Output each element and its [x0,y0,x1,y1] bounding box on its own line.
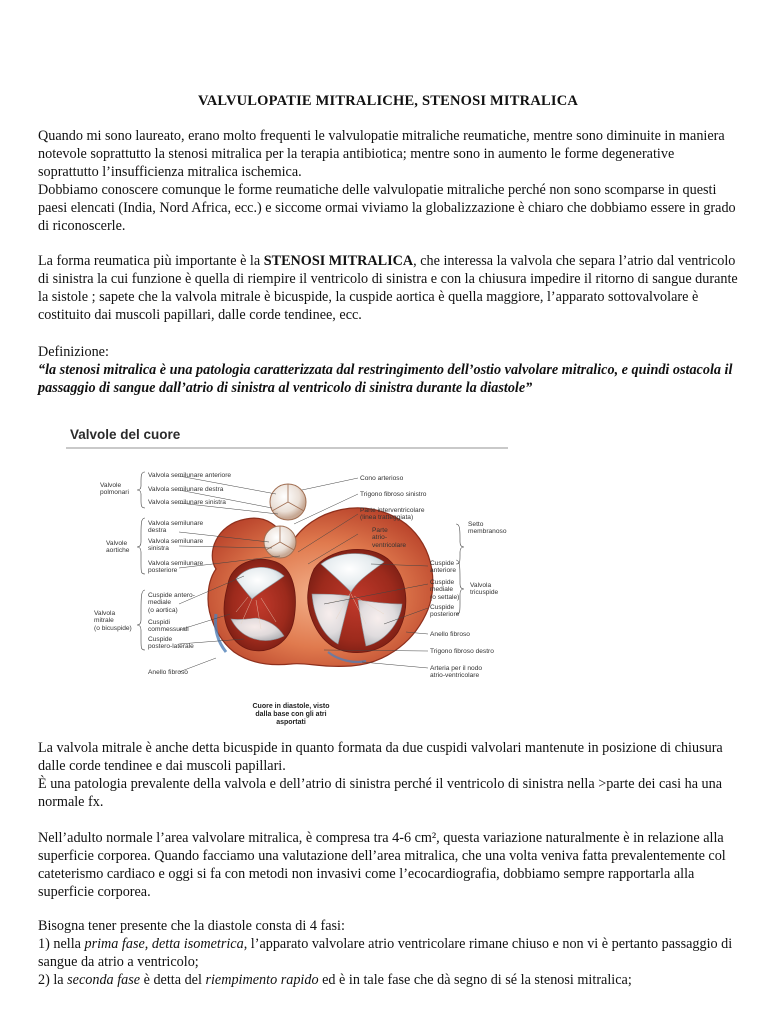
stenosi-term: STENOSI MITRALICA [263,253,414,269]
label-semilunare-destra: Valvola semilunare destra [148,486,224,493]
fase-2-text-a: è detta del [140,972,206,988]
area-paragraph: Nell’adulto normale l’area valvolare mitralica, è compresa tra 4-6 cm², questa variazione naturalmente è in relazione alla superficie corporea. Quando facciamo una valutazione dell’area mitralica, che una volta veniva fatta prevalentemente col cateterismo cardiaco e oggi si fa con metodi non invasivi come l’ecocardiografia, dobbiamo sempre rapportarla alla superficie corporea. [38,830,726,900]
stenosi-section [38,252,738,324]
label-trigono-destro: Trigono fibroso destro [430,648,494,655]
fase-1 [38,935,738,971]
definizione-label: Definizione: [38,344,109,360]
fase-2-prefix: 2) la [38,972,68,988]
fase-2-term: riempimento rapido [205,972,319,988]
label-cuspidi-commessurali: Cuspidi commessurali [148,619,189,634]
fase-2 [38,971,738,989]
label-cuspide-posterolaterale: Cuspide postero-laterale [148,636,194,651]
fasi-section [38,917,738,989]
label-valvola-tricuspide: Valvola tricuspide [470,582,499,597]
heart-valves-figure [66,414,508,726]
label-valvole-aortiche: Valvole aortiche [106,540,130,555]
figure-title: Valvole del cuore [70,427,181,442]
definizione-text: “la stenosi mitralica è una patologia caratterizzata dal restringimento dell’ostio valvolare mitralico, e quindi ostacola il passaggio di sangue dall’atrio di sinistra al ventricolo di sinistra durante la diastole” [38,362,733,396]
bicuspide-paragraph-2: È una patologia prevalente della valvola e dell’atrio di sinistra perché il ventricolo di sinistra nella >parte dei casi ha una normale fx. [38,776,723,810]
label-semilunare-anteriore: Valvola semilunare anteriore [148,472,232,479]
label-aortica-posteriore: Valvola semilunare posteriore [148,560,204,575]
intro-paragraph-1: Quando mi sono laureato, erano molto frequenti le valvulopatie mitraliche reumatiche, mentre sono diminuite in maniera notevole soprattutto la stenosi mitralica per la terapia antibiotica; mentre sono in aumento le forme degenerative soprattutto l’insufficienza mitralica ischemica. [38,128,725,180]
bicuspide-section [38,739,738,811]
label-valvole-polmonari: Valvole polmonari [100,482,129,497]
label-cuspide-anteromediale: Cuspide antero- mediale (o aortica) [148,592,195,614]
label-cuspide-posteriore: Cuspide posteriore [430,604,460,619]
label-setto-membranoso: Setto membranoso [468,521,507,536]
label-trigono-sinistro: Trigono fibroso sinistro [360,491,427,498]
label-parte-atrioventricolare: Parte atrio- ventricolare [372,527,407,549]
label-parte-interventricolare: Parte interventricolare (linea tratteggiata) [360,507,425,522]
fase-2-name: seconda fase [67,972,141,988]
label-cono-arterioso: Cono arterioso [360,475,404,482]
label-aortica-destra: Valvola semilunare destra [148,520,204,535]
label-aortica-sinistra: Valvola semilunare sinistra [148,538,204,553]
label-cuspide-mediale: Cuspide mediale (o settale) [430,579,460,601]
fase-2-text-b: ed è in tale fase che dà segno di sé la stenosi mitralica; [318,972,632,988]
stenosi-paragraph [38,252,738,324]
label-semilunare-sinistra: Valvola semilunare sinistra [148,499,226,506]
label-cuspide-anteriore: Cuspide anteriore [430,560,457,575]
label-valvola-mitrale: Valvola mitrale (o bicuspide) [94,610,132,632]
bicuspide-paragraph-1: La valvola mitrale è anche detta bicuspide in quanto formata da due cuspidi valvolari mantenute in posizione di chiusura dalle corde tendinee e dai muscoli papillari. [38,740,723,774]
fasi-intro: Bisogna tener presente che la diastole consta di 4 fasi: [38,918,345,934]
document-title: VALVULOPATIE MITRALICHE, STENOSI MITRALICA [197,93,579,109]
fase-1-prefix: 1) nella [38,936,85,952]
label-arteria-nodo: Arteria per il nodo atrio-ventricolare [430,665,483,680]
label-anello-fibroso-destro: Anello fibroso [430,631,470,638]
fase-1-name: prima fase, detta isometrica [84,936,244,952]
area-section [38,829,738,901]
intro-section [38,127,738,235]
stenosi-text-pre: La forma reumatica più importante è la [38,253,264,269]
figure-caption: Cuore in diastole, visto dalla base con gli atri asportati [252,703,330,726]
fase-1-text: , l’apparato valvolare atrio ventricolare rimane chiuso e non vi è pertanto passaggio di sangue da atrio a ventricolo; [38,936,733,970]
stenosi-text-post: , che interessa la valvola che separa l’atrio dal ventricolo di sinistra la cui funzione è quella di riempire il ventricolo di sinistra e con la chiusura impedire il ritorno di sangue durante la sistole ; sapete che la valvola mitrale è bicuspide, la cuspide aortica è quella maggiore, l’apparato sottovalvolare è costituito dai muscoli papillari, dalle corde tendinee, ecc. [38,253,738,323]
label-anello-fibroso-sinistro: Anello fibroso [148,669,188,676]
intro-paragraph-2: Dobbiamo conoscere comunque le forme reumatiche delle valvulopatie mitraliche perché non sono scomparse in questi paesi elencati (India, Nord Africa, ecc.) e siccome ormai viviamo la globalizzazione è chiaro che dobbiamo essere in grado di riconoscerle. [38,182,736,234]
definizione-section [38,343,738,397]
